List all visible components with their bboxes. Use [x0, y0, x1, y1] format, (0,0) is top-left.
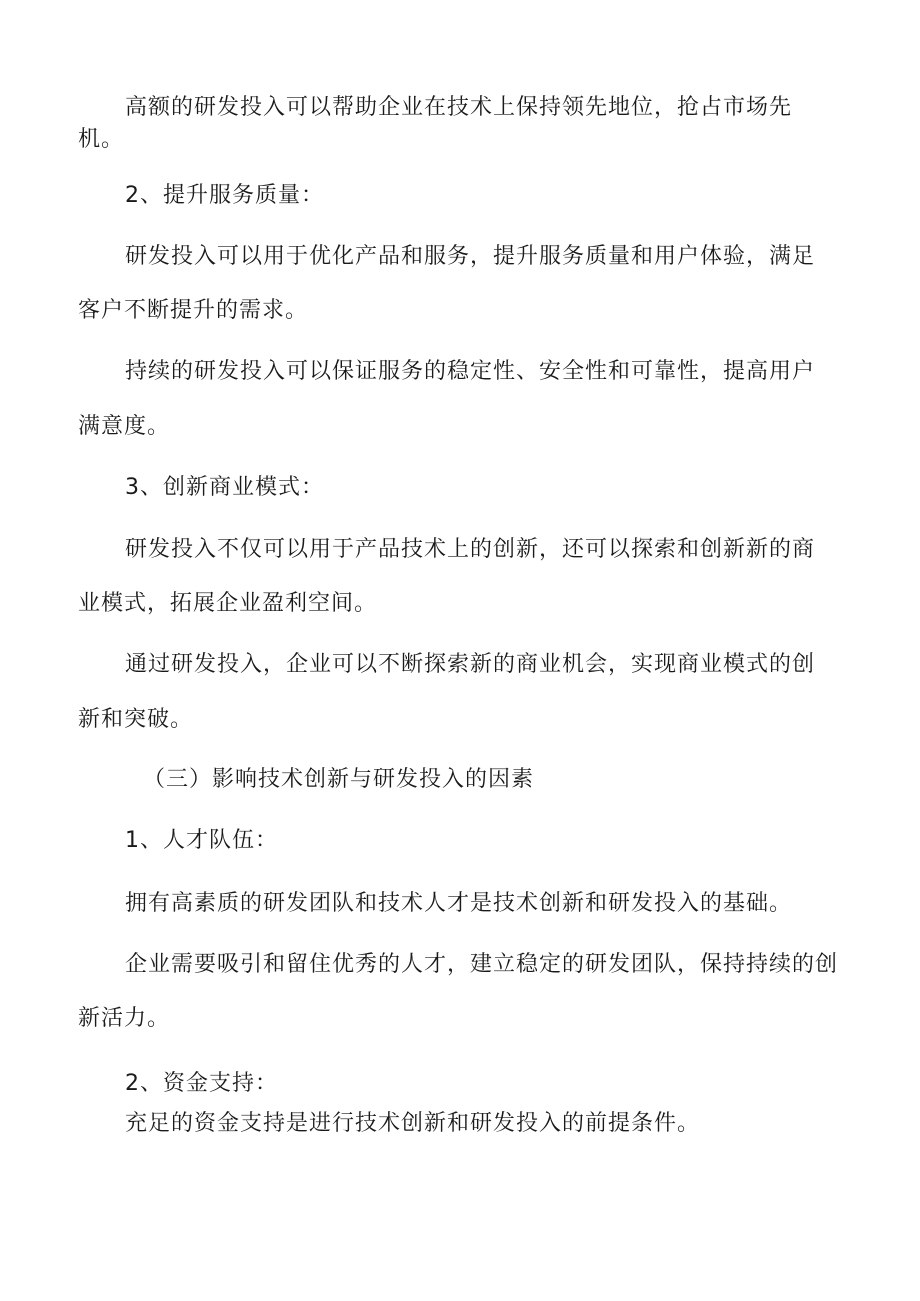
paragraph-line: 业模式，拓展企业盈利空间。 [78, 591, 378, 616]
paragraph-line: 企业需要吸引和留住优秀的人才，建立稳定的研发团队，保持持续的创 [125, 952, 839, 977]
paragraph-line: 新活力。 [78, 1006, 171, 1031]
paragraph-line: 研发投入不仅可以用于产品技术上的创新，还可以探索和创新新的商 [125, 537, 816, 562]
paragraph-line: 客户不断提升的需求。 [78, 298, 309, 323]
section-heading: 2、资金支持： [125, 1071, 278, 1096]
paragraph-line: 满意度。 [78, 414, 171, 439]
paragraph-line: 新和突破。 [78, 707, 194, 732]
section-heading: 2、提升服务质量： [125, 183, 324, 208]
section-heading: 1、人才队伍： [125, 828, 278, 853]
chapter-heading: （三）影响技术创新与研发投入的因素 [143, 767, 535, 792]
paragraph-line: 拥有高素质的研发团队和技术人才是技术创新和研发投入的基础。 [125, 891, 793, 916]
paragraph-line: 机。 [78, 127, 125, 152]
paragraph-line: 研发投入可以用于优化产品和服务，提升服务质量和用户体验，满足 [125, 244, 816, 269]
paragraph-line: 通过研发投入，企业可以不断探索新的商业机会，实现商业模式的创 [125, 652, 816, 677]
paragraph-line: 高额的研发投入可以帮助企业在技术上保持领先地位，抢占市场先 [125, 95, 793, 120]
section-heading: 3、创新商业模式： [125, 475, 324, 500]
paragraph-line: 充足的资金支持是进行技术创新和研发投入的前提条件。 [125, 1111, 701, 1136]
paragraph-line: 持续的研发投入可以保证服务的稳定性、安全性和可靠性，提高用户 [125, 359, 816, 384]
